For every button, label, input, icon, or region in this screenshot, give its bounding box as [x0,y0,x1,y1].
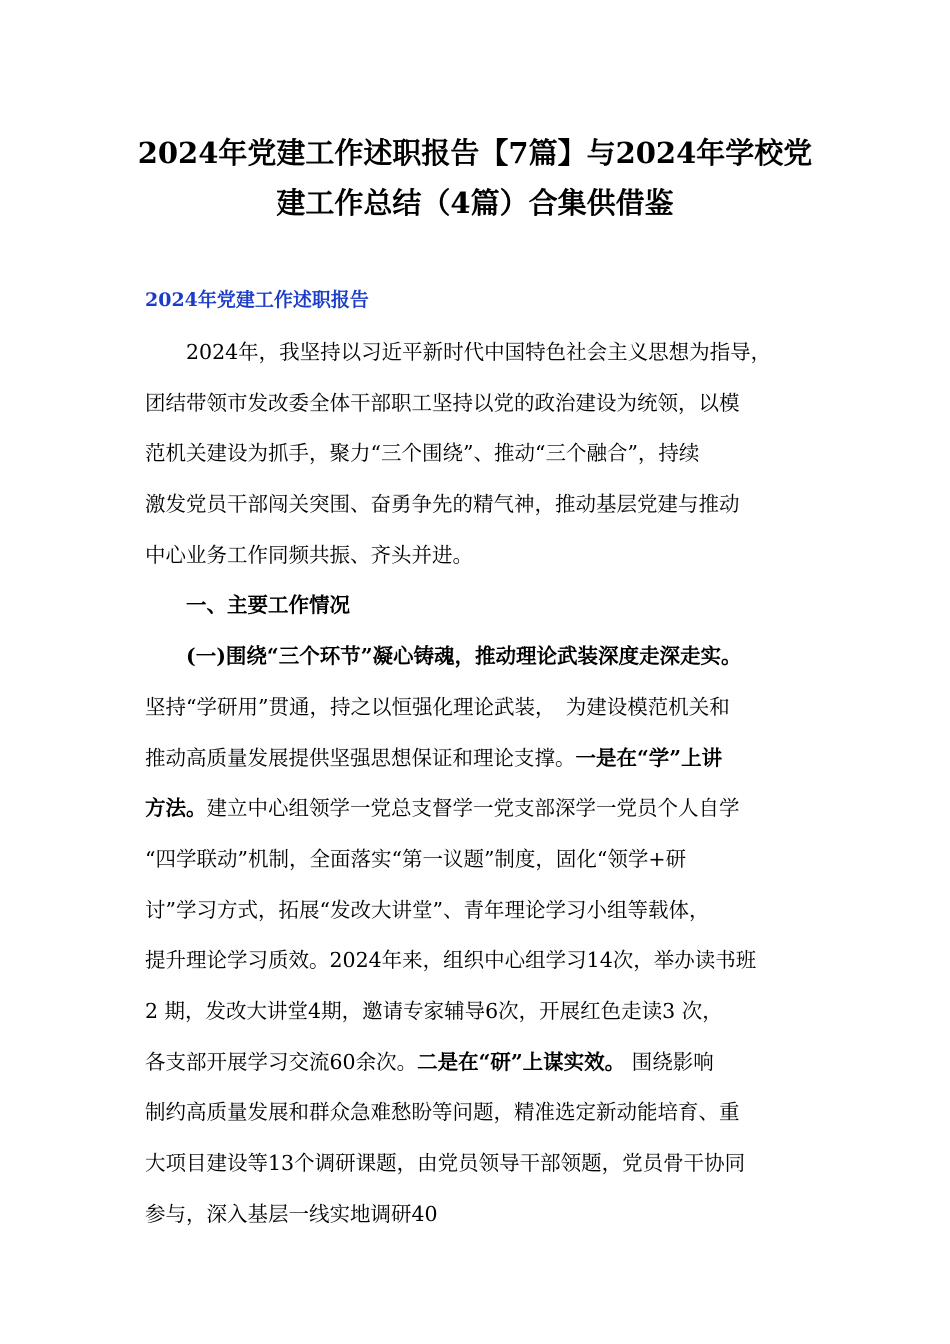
text-segment: 推动高质量发展提供坚强思想保证和理论支撑。 [145,745,576,770]
body-line [145,1189,825,1240]
text-segment: 范机关建设为抓手，聚力“三个围绕”、推动“三个融合”，持续 [145,441,700,466]
body-line [145,733,825,784]
text-segment: 2 期，发改大讲堂4期，邀请专家辅导6次，开展红色走读3 次， [145,998,723,1023]
body-line [145,479,825,530]
body-line [145,885,825,936]
text-segment: 2024年，我坚持以习近平新时代中国特色社会主义思想为指导， [186,340,772,364]
text-segment: 讨”学习方式，拓展“发改大讲堂”、青年理论学习小组等载体， [145,897,710,922]
body-line [145,1087,825,1138]
bold-text-segment: (一)围绕“三个环节”凝心铸魂，推动理论武装深度走深走实。 [186,644,742,669]
body-line [145,428,825,479]
text-segment: 坚持“学研用”贯通，持之以恒强化理论武装， 为建设模范机关和 [145,694,730,719]
text-segment: 围绕影响 [625,1049,714,1074]
body-line [145,783,825,834]
document-title-line-1: 2024年党建工作述职报告【7篇】与2024年学校党 [137,136,813,170]
body-line [145,1138,825,1189]
body-line [145,986,825,1037]
text-segment: 激发党员干部闯关突围、奋勇争先的精气神，推动基层党建与推动 [145,492,740,517]
text-segment: 提升理论学习质效。2024年来，组织中心组学习14次，举办读书班 [145,948,757,973]
body-line [145,834,825,885]
body-text [145,327,825,1239]
body-line [145,631,825,682]
text-segment: 各支部开展学习交流60余次。 [145,1049,418,1074]
text-segment: “四学联动”机制，全面落实“第一议题”制度，固化“领学+研 [145,846,687,871]
text-segment: 制约高质量发展和群众急难愁盼等问题，精准选定新动能培育、重 [145,1100,740,1125]
body-line [145,378,825,429]
document-title-line-2: 建工作总结（4篇）合集供借鉴 [276,186,674,220]
text-segment: 建立中心组领学一党总支督学一党支部深学一党员个人自学 [206,796,740,821]
body-line [145,530,825,581]
body-line [145,935,825,986]
text-segment: 参与，深入基层一线实地调研40 [145,1201,438,1226]
body-line [145,1037,825,1088]
bold-text-segment: 方法。 [145,796,207,821]
text-segment: 中心业务工作同频共振、齐头并进。 [145,542,473,567]
body-line [145,327,825,378]
text-segment: 团结带领市发改委全体干部职工坚持以党的政治建设为统领，以模 [145,390,740,415]
body-line [145,580,825,631]
body-line [145,682,825,733]
bold-text-segment: 一是在“学”上讲 [575,745,723,770]
section-subheading: 2024年党建工作述职报告 [145,289,369,311]
bold-text-segment: 一、主要工作情况 [186,593,350,618]
bold-text-segment: 二是在“研”上谋实效。 [417,1049,626,1074]
text-segment: 大项目建设等13个调研课题，由党员领导干部领题，党员骨干协同 [145,1151,746,1175]
